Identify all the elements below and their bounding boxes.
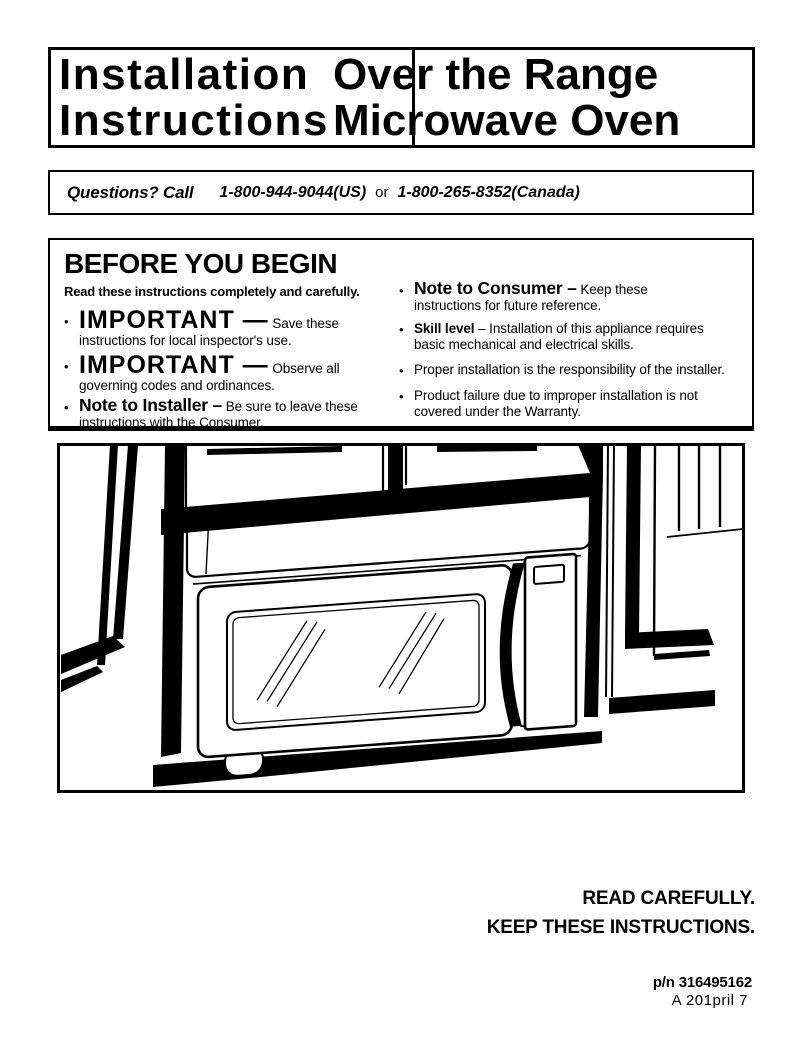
- byb-right-column: [395, 240, 747, 426]
- bullet-text-line2: instructions with the Consumer.: [79, 415, 264, 430]
- bullet-text: Save these: [268, 316, 339, 331]
- byb-heading: BEFORE YOU BEGIN: [64, 248, 338, 279]
- bullet-dot: •: [64, 400, 69, 415]
- door-window: [227, 594, 485, 731]
- phone-canada: 1-800-265-8352(Canada): [397, 183, 580, 201]
- title-left-line2: Instructions: [59, 96, 329, 145]
- title-right-line2: Microwave Oven: [333, 96, 681, 145]
- bullet-dot: •: [399, 363, 404, 378]
- phone-conjunction: or: [375, 184, 389, 201]
- bullet-proper-installation: [399, 362, 743, 379]
- part-number: p/n 316495162: [652, 974, 752, 991]
- display-window: [534, 565, 564, 584]
- before-you-begin-box: [48, 238, 754, 431]
- title-right: [333, 52, 680, 144]
- read-carefully-block: [487, 884, 755, 942]
- bullet-important-observe: [64, 352, 395, 394]
- bullet-skill-level: [399, 321, 743, 353]
- bullet-text: Observe all: [268, 361, 340, 376]
- microwave-illustration: [57, 443, 745, 793]
- bullet-lead: Note to Installer –: [79, 395, 223, 415]
- bullet-text: – Installation of this appliance requires: [474, 321, 704, 336]
- phone-us: 1-800-944-9044(US): [219, 183, 367, 201]
- bullet-dot: •: [64, 314, 69, 329]
- title-box: [48, 47, 755, 148]
- bullet-important-save: [64, 307, 395, 349]
- bullet-dot: •: [64, 359, 69, 374]
- bullet-lead: Skill level: [414, 321, 475, 336]
- bullet-text-line2: covered under the Warranty.: [414, 404, 581, 419]
- bullet-text-line2: instructions for local inspector's use.: [79, 333, 292, 348]
- bullet-product-failure: [399, 388, 743, 420]
- bullet-dot: •: [399, 389, 404, 404]
- questions-label: Questions? Call: [67, 182, 194, 202]
- bullet-note-installer: [64, 397, 395, 431]
- byb-left-column: [50, 240, 395, 430]
- bullet-text-line2: instructions for future reference.: [414, 298, 602, 313]
- bullet-text: Proper installation is the responsibility of the installer.: [414, 362, 725, 377]
- read-line2: KEEP THESE INSTRUCTIONS.: [486, 917, 755, 938]
- bullet-dot: •: [399, 322, 404, 337]
- figure-box: [57, 443, 745, 793]
- title-left: [59, 52, 329, 144]
- bullet-text: Keep these: [576, 282, 648, 297]
- bullet-text: Product failure due to improper installation is not: [414, 388, 698, 403]
- bullet-note-consumer: [399, 280, 743, 314]
- part-number-block: [653, 974, 752, 1010]
- revision: A 201pril 7: [671, 992, 748, 1009]
- bullet-text-line2: basic mechanical and electrical skills.: [414, 337, 634, 352]
- questions-box: [48, 170, 754, 215]
- read-line1: READ CAREFULLY.: [582, 888, 755, 909]
- title-left-line1: Installation: [59, 50, 310, 99]
- bullet-dot: •: [399, 283, 404, 298]
- byb-subheading: Read these instructions completely and carefully.: [64, 284, 360, 299]
- bullet-text-line2: governing codes and ordinances.: [79, 378, 275, 393]
- bullet-lead: Note to Consumer –: [414, 278, 577, 298]
- title-right-line1: Over the Range: [333, 50, 659, 99]
- bullet-lead: IMPORTANT —: [79, 306, 269, 334]
- bullet-lead: IMPORTANT —: [79, 351, 269, 379]
- bullet-text: Be sure to leave these: [222, 399, 358, 414]
